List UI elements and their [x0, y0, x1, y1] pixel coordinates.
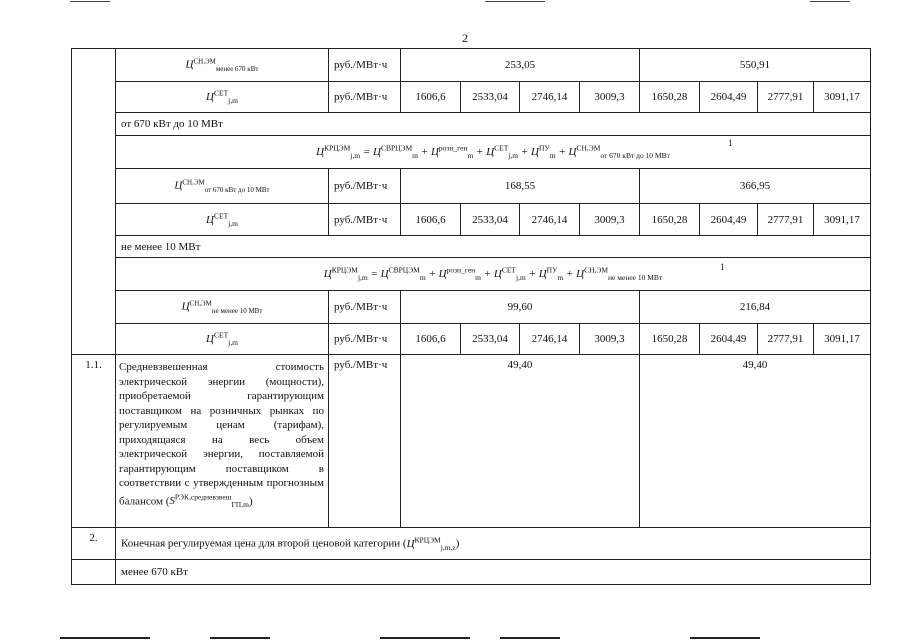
- top-scan-edge: [485, 1, 545, 2]
- section-number-cell: [72, 49, 116, 355]
- table-row: [72, 204, 871, 236]
- value-cell: 3091,17: [814, 324, 871, 355]
- symbol-cell: $Ц^{СН,ЭМ}_{менее 670 кВт}$: [116, 49, 329, 82]
- value-cell: 2533,04: [461, 204, 520, 236]
- table-row: [72, 136, 871, 169]
- value-cell: 2746,14: [520, 204, 580, 236]
- value-cell: 1606,6: [401, 204, 461, 236]
- value-cell: 2746,14: [520, 324, 580, 355]
- bottom-scan-edge: [210, 637, 270, 639]
- value-cell: 1606,6: [401, 324, 461, 355]
- value-cell: 1650,28: [640, 324, 700, 355]
- section-heading: от 670 кВт до 10 МВт: [116, 113, 871, 136]
- value-cell: 168,55: [401, 169, 640, 204]
- table-row: [72, 82, 871, 113]
- unit-cell: руб./МВт·ч: [329, 204, 401, 236]
- row-number: 1.1.: [72, 355, 116, 528]
- bottom-scan-edge: [690, 637, 760, 639]
- value-cell: 366,95: [640, 169, 871, 204]
- value-cell: 1650,28: [640, 82, 700, 113]
- unit-cell: руб./МВт·ч: [329, 169, 401, 204]
- row-description: Конечная регулируемая цена для второй ценовой категории $(Ц^{КРЦЭМ}_{j,m,z})$: [116, 528, 871, 560]
- value-cell: 3009,3: [580, 82, 640, 113]
- value-cell: 99,60: [401, 291, 640, 324]
- unit-cell: руб./МВт·ч: [329, 355, 401, 528]
- section-heading: менее 670 кВт: [116, 560, 871, 585]
- formula-cell: $Ц^{КРЦЭМ}_{j,m} = Ц^{СВРЦЭМ}_m + Ц^{розн\_ген}_m + Ц^{СЕТ}_{j,m} + Ц^{ПУ}_m + Ц^{СН,ЭМ}_{от 670 кВт до 10 МВт}$ 1: [116, 136, 871, 169]
- top-scan-edge: [70, 1, 110, 2]
- unit-cell: руб./МВт·ч: [329, 82, 401, 113]
- value-cell: 3009,3: [580, 324, 640, 355]
- table-row: [72, 113, 871, 136]
- table-row: [72, 324, 871, 355]
- table-row: [72, 49, 871, 82]
- value-cell: 49,40: [401, 355, 640, 528]
- table-row: [72, 291, 871, 324]
- value-cell: 2533,04: [461, 324, 520, 355]
- row-number: 2.: [72, 528, 116, 560]
- value-cell: 2604,49: [700, 82, 758, 113]
- value-cell: 49,40: [640, 355, 871, 528]
- symbol-cell: $Ц^{СЕТ}_{j,m}$: [116, 324, 329, 355]
- row-number: [72, 560, 116, 585]
- value-cell: 2604,49: [700, 204, 758, 236]
- table-row: [72, 355, 871, 528]
- unit-cell: руб./МВт·ч: [329, 291, 401, 324]
- symbol-cell: $Ц^{СН,ЭМ}_{не менее 10 МВт}$: [116, 291, 329, 324]
- tariff-table: [71, 48, 871, 585]
- row-description: Средневзвешенная стоимость электрической энергии (мощности), приобретаемой гарантирующим поставщиком на розничных рынках по регулируемым ценам (тарифам), приходящаяся на весь объем электрической энергии, поставляемой гарантирующим поставщиком в соответствии с утвержденным прогнозным балансом $(S^{РЭК,средневзвеш}_{ГП,m})$: [116, 355, 329, 528]
- symbol-cell: $Ц^{СЕТ}_{j,m}$: [116, 204, 329, 236]
- unit-cell: руб./МВт·ч: [329, 324, 401, 355]
- value-cell: 2533,04: [461, 82, 520, 113]
- value-cell: 3091,17: [814, 82, 871, 113]
- page-number: 2: [462, 31, 468, 45]
- value-cell: 1650,28: [640, 204, 700, 236]
- value-cell: 2777,91: [758, 324, 814, 355]
- formula-cell: $Ц^{КРЦЭМ}_{j,m} = Ц^{СВРЦЭМ}_m + Ц^{розн\_ген}_m + Ц^{СЕТ}_{j,m} + Ц^{ПУ}_m + Ц^{СН,ЭМ}_{не менее 10 МВт}$ 1: [116, 258, 871, 291]
- value-cell: 550,91: [640, 49, 871, 82]
- value-cell: 253,05: [401, 49, 640, 82]
- footnote-marker: 1: [720, 262, 725, 272]
- value-cell: 2777,91: [758, 82, 814, 113]
- symbol-cell: $Ц^{СЕТ}_{j,m}$: [116, 82, 329, 113]
- bottom-scan-edge: [500, 637, 560, 639]
- table-row: [72, 560, 871, 585]
- footnote-marker: 1: [728, 138, 733, 148]
- unit-cell: руб./МВт·ч: [329, 49, 401, 82]
- value-cell: 2746,14: [520, 82, 580, 113]
- symbol-cell: $Ц^{СН,ЭМ}_{от 670 кВт до 10 МВт}$: [116, 169, 329, 204]
- value-cell: 3091,17: [814, 204, 871, 236]
- value-cell: 216,84: [640, 291, 871, 324]
- table-row: [72, 236, 871, 258]
- table-row: [72, 258, 871, 291]
- value-cell: 2604,49: [700, 324, 758, 355]
- value-cell: 2777,91: [758, 204, 814, 236]
- bottom-scan-edge: [60, 637, 150, 639]
- value-cell: 3009,3: [580, 204, 640, 236]
- bottom-scan-edge: [380, 637, 470, 639]
- section-heading: не менее 10 МВт: [116, 236, 871, 258]
- table-row: [72, 528, 871, 560]
- top-scan-edge: [810, 1, 850, 2]
- table-row: [72, 169, 871, 204]
- value-cell: 1606,6: [401, 82, 461, 113]
